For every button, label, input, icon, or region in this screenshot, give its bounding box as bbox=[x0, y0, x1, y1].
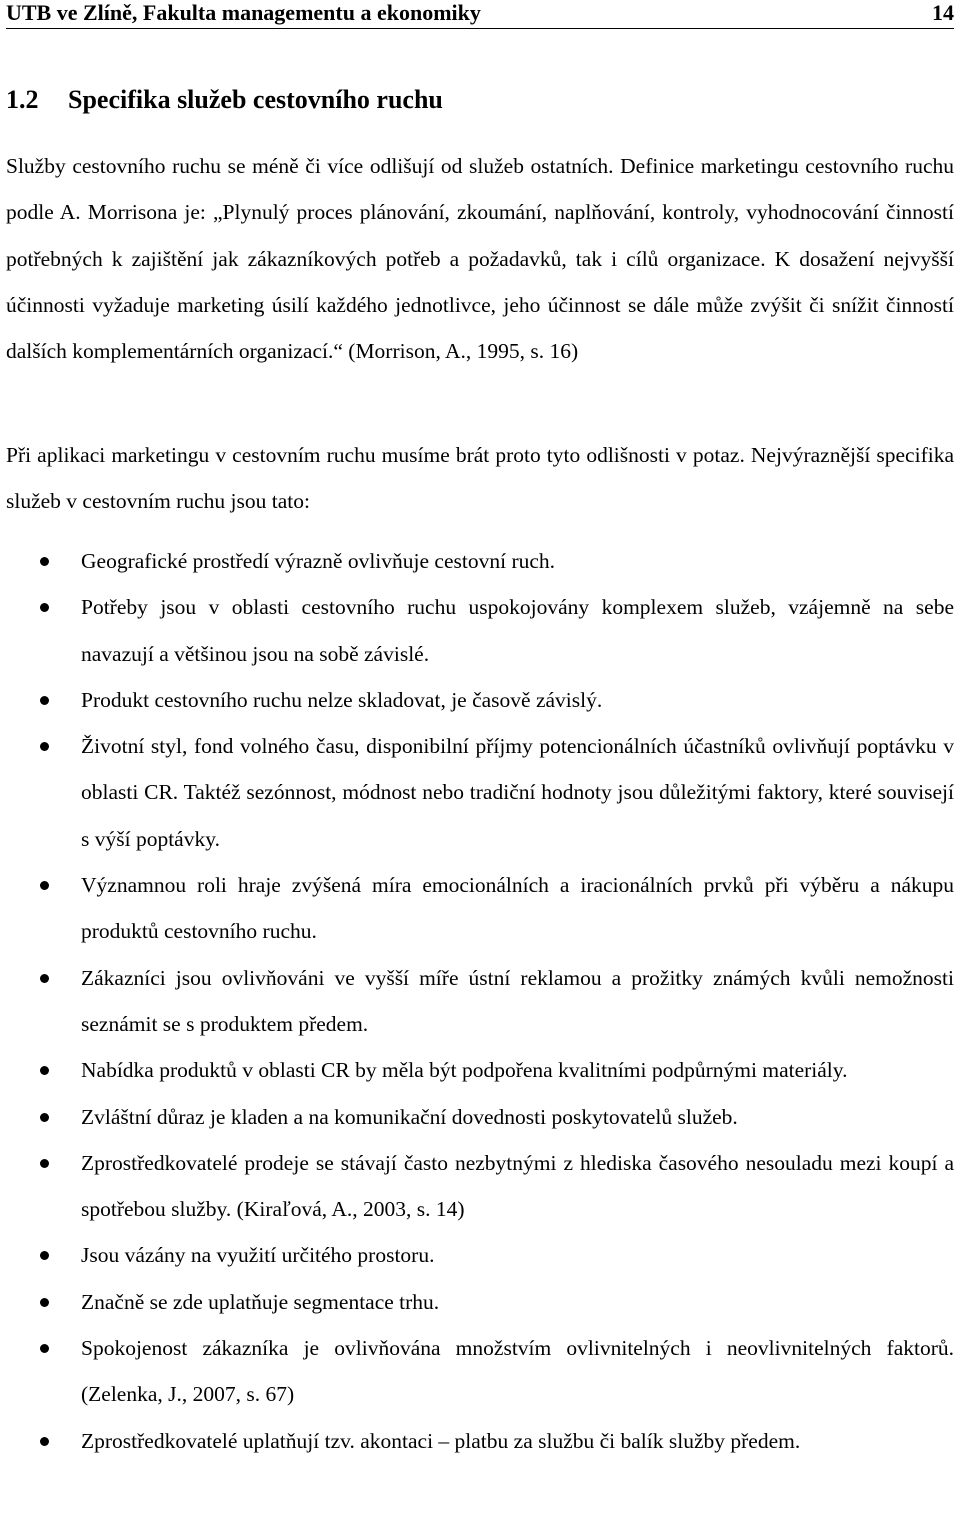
list-item-text: Jsou vázány na využití určitého prostoru. bbox=[81, 1243, 435, 1268]
list-item bbox=[0, 538, 960, 584]
list-item-text: Významnou roli hraje zvýšená míra emocionálních a iracionálních prvků při výběru a nákupu produktů cestovního ruchu. bbox=[81, 873, 954, 944]
bullet-icon bbox=[40, 557, 49, 566]
bullet-icon bbox=[40, 1159, 49, 1168]
bullet-icon bbox=[40, 1437, 49, 1446]
list-item bbox=[0, 955, 960, 1048]
bullet-icon bbox=[40, 696, 49, 705]
page-header bbox=[6, 0, 954, 29]
bullet-icon bbox=[40, 881, 49, 890]
list-item-text: Zprostředkovatelé prodeje se stávají často nezbytnými z hlediska časového nesouladu mezi koupí a spotřebou služby. (Kiraľová, A., 2003, s. 14) bbox=[81, 1150, 954, 1222]
section-number: 1.2 bbox=[6, 85, 39, 114]
list-item bbox=[0, 1232, 960, 1278]
list-item-text: Zákazníci jsou ovlivňováni ve vyšší míře ústní reklamou a prožitky známých kvůli nemožnosti seznámit se s produktem předem. bbox=[81, 965, 954, 1036]
bullet-icon bbox=[40, 603, 49, 612]
header-title: UTB ve Zlíně, Fakulta managementu a ekonomiky bbox=[6, 0, 481, 25]
list-item-text: Geografické prostředí výrazně ovlivňuje cestovní ruch. bbox=[81, 549, 556, 573]
bullet-icon bbox=[40, 1251, 49, 1260]
section-title: Specifika služeb cestovního ruchu bbox=[68, 85, 443, 114]
list-item bbox=[0, 677, 960, 723]
section-heading bbox=[6, 84, 443, 116]
list-item-text: Nabídka produktů v oblasti CR by měla být podpořena kvalitními podpůrnými materiály. bbox=[81, 1058, 848, 1083]
list-item bbox=[0, 1279, 960, 1325]
list-item bbox=[0, 1140, 960, 1233]
list-item-text: Životní styl, fond volného času, disponibilní příjmy potencionálních účastníků ovlivňují poptávku v oblasti CR. Taktéž sezónnost, módnost nebo tradiční hodnoty jsou důležitými faktory, které souvisejí s výší poptávky. bbox=[81, 734, 954, 851]
list-item bbox=[0, 723, 960, 862]
specifics-list bbox=[0, 538, 960, 1464]
list-item bbox=[0, 584, 960, 677]
list-item-text: Zprostředkovatelé uplatňují tzv. akontaci – platbu za službu či balík služby předem. bbox=[81, 1428, 801, 1453]
list-item-text: Potřeby jsou v oblasti cestovního ruchu uspokojovány komplexem služeb, vzájemně na sebe navazují a většinou jsou na sobě závislé. bbox=[81, 595, 954, 666]
list-item bbox=[0, 1047, 960, 1093]
bullet-icon bbox=[40, 1066, 49, 1075]
list-item-text: Zvláštní důraz je kladen a na komunikační dovednosti poskytovatelů služeb. bbox=[81, 1104, 738, 1129]
list-item-text: Spokojenost zákazníka je ovlivňována množstvím ovlivnitelných i neovlivnitelných faktorů. (Zelenka, J., 2007, s. 67) bbox=[81, 1336, 954, 1407]
bullet-icon bbox=[40, 1344, 49, 1353]
bullet-icon bbox=[40, 1298, 49, 1307]
page-number: 14 bbox=[932, 0, 954, 25]
list-item bbox=[0, 1418, 960, 1464]
list-item-text: Produkt cestovního ruchu nelze skladovat, je časově závislý. bbox=[81, 687, 603, 712]
list-item bbox=[0, 1325, 960, 1418]
bullet-icon bbox=[40, 1113, 49, 1122]
bullet-icon bbox=[40, 742, 49, 751]
list-item bbox=[0, 862, 960, 955]
list-item bbox=[0, 1094, 960, 1140]
paragraph-intro: Služby cestovního ruchu se méně či více odlišují od služeb ostatních. Definice marketingu cestovního ruchu podle A. Morrisona je: „Plynulý proces plánování, zkoumání, naplňování, kontroly, vyhodnocování činností potřebných k zajištění jak zákazníkových potřeb a požadavků, tak i cílů organizace. K dosažení nejvyšší účinnosti vyžaduje marketing úsilí každého jednotlivce, jeho účinnost se dále může zvýšit či snížit činností dalších komplementárních organizací.“ (Morrison, A., 1995, s. 16) bbox=[6, 154, 954, 364]
list-item-text: Značně se zde uplatňuje segmentace trhu. bbox=[81, 1289, 440, 1314]
bullet-icon bbox=[40, 974, 49, 983]
paragraph-application: Při aplikaci marketingu v cestovním ruchu musíme brát proto tyto odlišnosti v potaz. Nejvýraznější specifika služeb v cestovním ruchu jsou tato: bbox=[6, 443, 954, 514]
